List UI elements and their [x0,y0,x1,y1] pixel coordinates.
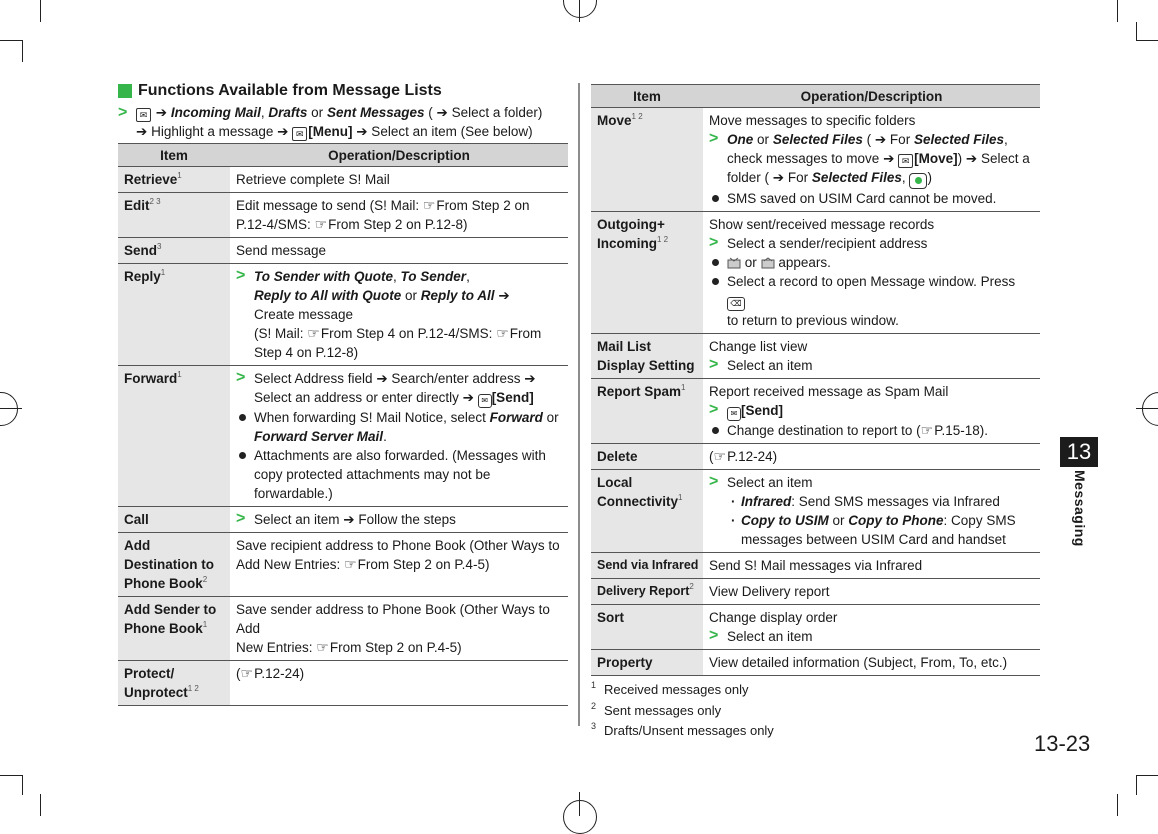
left-column [118,80,568,706]
table-row: Delivery Report$^2$ View Delivery report [591,579,1040,605]
registration-mark [563,0,597,18]
sent-record-icon [727,257,741,269]
registration-mark [0,392,18,426]
table-row: Forward$^1$ > Select Address field ➔ Search/enter address ➔ Select an address or enter directly ➔ ✉ [Send] When forwarding S! Mail Notice, select Forward or Forward Server Mail. Attachments are also forwarded. (Messages with copy protected attachments may not be forwardable.) [118,366,568,507]
table-row: Call > Select an item ➔ Follow the steps [118,507,568,533]
reference-hand-icon: ☞ [920,422,934,438]
procedure-steps: > ✉ ➔ Incoming Mail, Drafts or Sent Messages ( ➔ Select a folder) ➔ Highlight a message ➔ ✉ [Menu] ➔ Select an item (See below) [118,104,543,139]
crop-mark [40,794,41,816]
table-row: Local Connectivity$^1$ > Select an item · Infrared: Send SMS messages via Infrared · Copy to USIM or Copy to Phone: Copy SMS messages between USIM Card and handset [591,470,1040,553]
table-row: Property View detailed information (Subject, From, To, etc.) [591,650,1040,676]
page-number: 13-23 [1034,731,1091,756]
crop-mark [22,40,23,62]
table-row: Send$^3$ Send message [118,238,568,264]
center-key-icon [909,173,927,189]
step-arrow-icon: > [236,267,246,284]
step-arrow-icon: > [709,234,719,251]
crop-mark [1136,40,1158,41]
table-row: Add Destination to Phone Book$^2$ Save recipient address to Phone Book (Other Ways to Add New Entries: ☞From Step 2 on P.4-5) [118,533,568,597]
step-arrow-icon: > [236,510,246,527]
send-key-icon: ✉ [727,407,741,421]
step-arrow-icon: > [118,104,128,121]
registration-mark [563,800,597,834]
table-row: Send via Infrared Send S! Mail messages via Infrared [591,553,1040,579]
crop-mark [0,775,22,776]
table-row: Move$^{1 2}$ Move messages to specific folders > One or Selected Files ( ➔ For Selected Files, check messages to move ➔ ✉ [Move]) ➔ Select a folder ( ➔ For Selected Files, ) SMS saved on USIM Card cannot be moved. [591,108,1040,212]
reference-hand-icon: ☞ [713,448,727,464]
crop-mark [40,0,41,22]
table-row: Outgoing+ Incoming$^{1 2}$ Show sent/received message records > Select a sender/recipient address or appears. Select a record to open Message window. Press ⌫ to return to previous window. [591,212,1040,334]
step-arrow-icon: > [709,473,719,490]
crop-mark [22,775,23,795]
crop-mark [1136,775,1137,795]
right-function-table [591,84,1040,676]
crop-mark [1117,794,1118,816]
table-row: Reply$^1$ > To Sender with Quote, To Sender, Reply to All with Quote or Reply to All ➔ Create message (S! Mail: ☞From Step 4 on P.12-4/SMS: ☞From Step 4 on P.12-8) [118,264,568,366]
column-divider [578,83,580,726]
step-arrow-icon: > [709,401,719,418]
crop-mark [579,0,580,22]
reference-hand-icon: ☞ [307,325,320,341]
chapter-label: Messaging [1072,470,1088,547]
registration-mark [1142,392,1158,426]
crop-mark [1117,0,1118,22]
step-arrow-icon: > [709,356,719,373]
table-header-row: Item Operation/Description [118,144,568,167]
clear-key-icon: ⌫ [727,297,745,311]
reference-hand-icon: ☞ [422,197,436,213]
mail-key-icon: ✉ [292,127,307,141]
table-row: Protect/ Unprotect$^{1 2}$ (☞P.12-24) [118,661,568,706]
reference-hand-icon: ☞ [314,216,328,232]
send-key-icon: ✉ [478,394,492,408]
reference-hand-icon: ☞ [240,665,254,681]
footnote: $^2$ Sent messages only [591,700,722,718]
mail-key-icon: ✉ [898,154,913,168]
right-column [591,84,1040,742]
crop-mark [0,40,22,41]
table-header-row: Item Operation/Description [591,85,1040,108]
received-record-icon [761,257,775,269]
table-row: Mail List Display Setting Change list view > Select an item [591,334,1040,379]
chapter-number-tab: 13 [1060,437,1098,467]
table-row: Report Spam$^1$ Report received message as Spam Mail > ✉ [Send] Change destination to report to (☞P.15-18). [591,379,1040,444]
step-arrow-icon: > [709,130,719,147]
table-row: Edit$^{2 3}$ Edit message to send (S! Mail: ☞From Step 2 on P.12-4/SMS: ☞From Step 2 on P.12-8) [118,193,568,238]
crop-mark [1136,408,1158,409]
crop-mark [1136,22,1137,40]
crop-mark [1136,775,1158,776]
footnotes [591,680,1040,742]
table-row: Sort Change display order > Select an item [591,605,1040,650]
reference-hand-icon: ☞ [316,639,329,655]
section-heading: Functions Available from Message Lists [118,80,568,102]
square-bullet-icon [118,84,132,98]
table-row: Retrieve$^1$ Retrieve complete S! Mail [118,167,568,193]
crop-mark [0,408,22,409]
table-row: Add Sender to Phone Book$^1$ Save sender address to Phone Book (Other Ways to Add New Entries: ☞From Step 2 on P.4-5) [118,597,568,661]
table-row: Delete (☞P.12-24) [591,444,1040,470]
reference-hand-icon: ☞ [496,325,509,341]
reference-hand-icon: ☞ [344,556,357,572]
footnote: $^1$ Received messages only [591,680,749,697]
footnote: $^3$ Drafts/Unsent messages only [591,721,774,738]
crop-mark [579,792,580,816]
mail-key-icon: ✉ [136,108,151,122]
left-function-table [118,143,568,706]
step-arrow-icon: > [236,369,246,386]
step-arrow-icon: > [709,627,719,644]
